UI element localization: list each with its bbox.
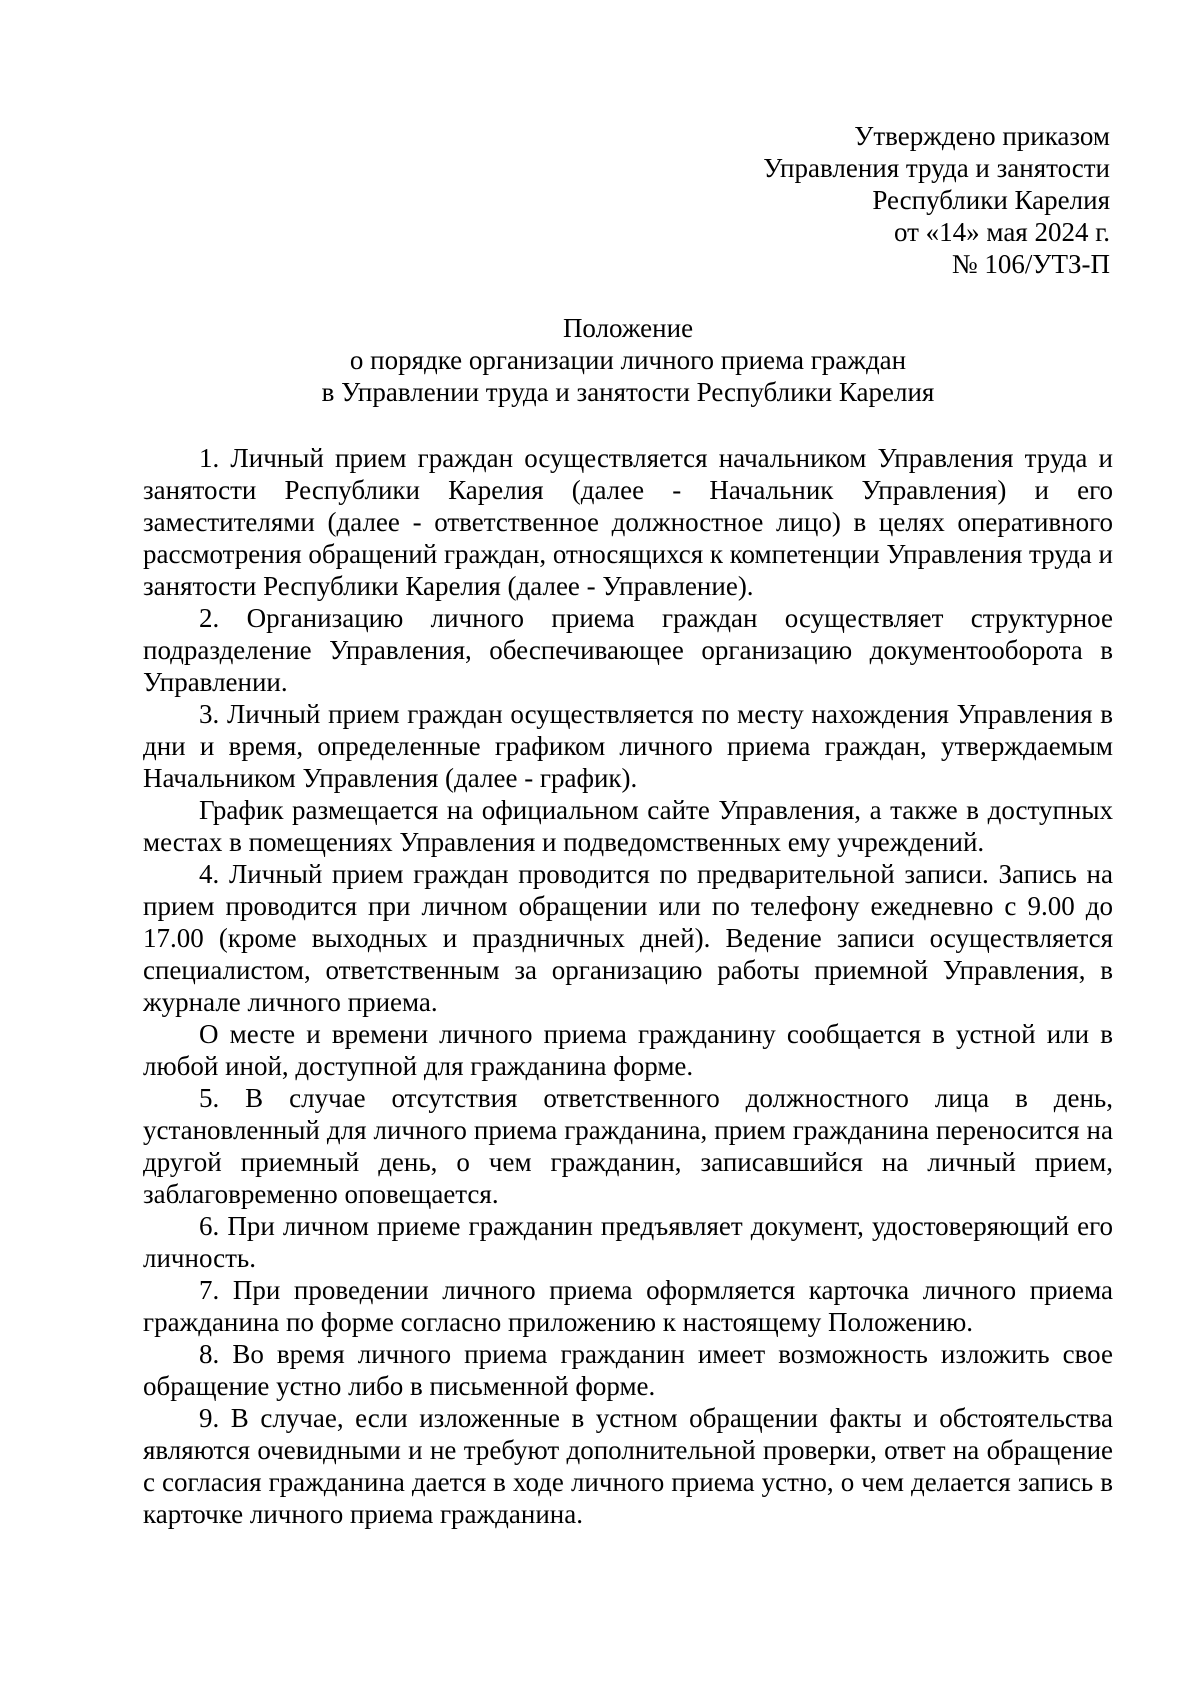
approval-order-number: № 106/УТЗ-П [951, 249, 1110, 279]
paragraph-7: 7. При проведении личного приема оформляется карточка личного приема гражданина по форме согласно приложению к настоящему Положению. [143, 1275, 1113, 1337]
approval-date: от «14» мая 2024 г. [893, 217, 1110, 247]
paragraph-6: 6. При личном приеме гражданин предъявляет документ, удостоверяющий его личность. [143, 1211, 1113, 1273]
paragraph-5: 5. В случае отсутствия ответственного должностного лица в день, установленный для личного приема гражданина, прием гражданина переносится на другой приемный день, о чем гражданин, записавшийся на личный прием, заблаговременно оповещается. [143, 1083, 1113, 1209]
approval-line-1: Утверждено приказом [854, 121, 1110, 151]
document-body [143, 442, 1113, 1530]
paragraph-4-notice: О месте и времени личного приема гражданину сообщается в устной или в любой иной, доступной для гражданина форме. [143, 1019, 1113, 1081]
paragraph-9: 9. В случае, если изложенные в устном обращении факты и обстоятельства являются очевидными и не требуют дополнительной проверки, ответ на обращение с согласия гражданина дается в ходе личного приема устно, о чем делается запись в карточке личного приема гражданина. [143, 1403, 1113, 1529]
paragraph-3-schedule: График размещается на официальном сайте Управления, а также в доступных местах в помещениях Управления и подведомственных ему учреждений. [143, 795, 1113, 857]
title-line-1: Положение [562, 313, 694, 343]
title-line-3: в Управлении труда и занятости Республики Карелия [321, 377, 935, 407]
approval-stamp-block [590, 120, 1110, 280]
paragraph-4: 4. Личный прием граждан проводится по предварительной записи. Запись на прием проводится при личном обращении или по телефону ежедневно с 9.00 до 17.00 (кроме выходных и праздничных дней). Ведение записи осуществляется специалистом, ответственным за организацию работы приемной Управления, в журнале личного приема. [143, 859, 1113, 1017]
paragraph-8: 8. Во время личного приема гражданин имеет возможность изложить свое обращение устно либо в письменной форме. [143, 1339, 1113, 1401]
paragraph-3: 3. Личный прием граждан осуществляется по месту нахождения Управления в дни и время, определенные графиком личного приема граждан, утверждаемым Начальником Управления (далее - график). [143, 699, 1113, 793]
title-line-2: о порядке организации личного приема граждан [349, 345, 907, 375]
paragraph-2: 2. Организацию личного приема граждан осуществляет структурное подразделение Управления, обеспечивающее организацию документооборота в Управлении. [143, 603, 1113, 697]
approval-line-3: Республики Карелия [872, 185, 1110, 215]
document-title [143, 312, 1113, 408]
paragraph-1: 1. Личный прием граждан осуществляется начальником Управления труда и занятости Республики Карелия (далее - Начальник Управления) и его заместителями (далее - ответственное должностное лицо) в целях оперативного рассмотрения обращений граждан, относящихся к компетенции Управления труда и занятости Республики Карелия (далее - Управление). [143, 443, 1113, 601]
approval-line-2: Управления труда и занятости [763, 153, 1110, 183]
